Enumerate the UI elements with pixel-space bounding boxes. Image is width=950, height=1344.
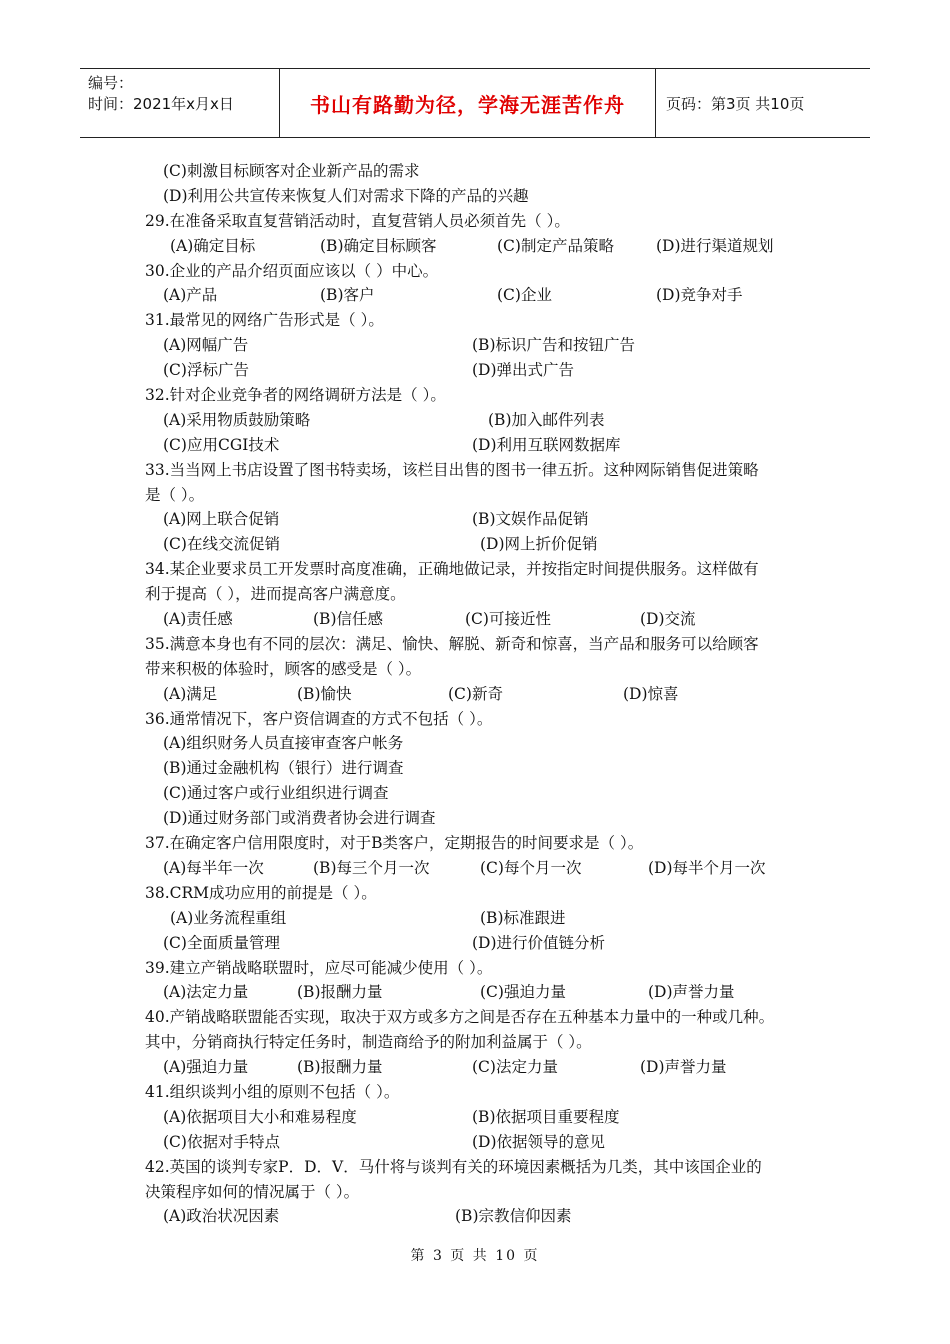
text-line: [0, 283, 950, 308]
answer-option: (C)企业: [497, 286, 552, 305]
question-body: [0, 159, 950, 1229]
answer-option: (C)全面质量管理: [163, 933, 280, 952]
question-text: (C)刺激目标顾客对企业新产品的需求: [163, 162, 420, 180]
text-line: [0, 532, 950, 557]
answer-option: (A)满足: [163, 684, 218, 703]
text-line: [0, 408, 950, 433]
text-line: [0, 1055, 950, 1080]
text-line: [0, 582, 950, 607]
answer-option: (D)进行价值链分析: [472, 933, 606, 952]
page-footer: 第 3 页 共 10 页: [410, 1248, 540, 1264]
question-text: 35.满意本身也有不同的层次：满足、愉快、解脱、新奇和惊喜，当产品和服务可以给顾客: [145, 634, 759, 653]
text-line: [0, 1204, 950, 1229]
answer-option: (C)浮标广告: [163, 361, 249, 380]
text-line: [0, 507, 950, 532]
document-date-label: 时间：2021年x月x日: [88, 95, 234, 113]
answer-option: (D)进行渠道规划: [656, 236, 774, 255]
question-text: 41.组织谈判小组的原则不包括（ ）。: [145, 1082, 400, 1101]
answer-option: (A)采用物质鼓励策略: [163, 410, 311, 429]
answer-option: (C)新奇: [448, 684, 503, 703]
text-line: [0, 259, 950, 284]
question-text: 其中，分销商执行特定任务时，制造商给予的附加利益属于（ ）。: [145, 1033, 592, 1052]
text-line: [0, 682, 950, 707]
question-text: (D)通过财务部门或消费者协会进行调查: [163, 809, 436, 828]
answer-option: (A)每半年一次: [163, 858, 264, 877]
text-line: [0, 931, 950, 956]
text-line: [0, 557, 950, 582]
question-text: 36.通常情况下，客户资信调查的方式不包括（ ）。: [145, 709, 493, 728]
text-line: [0, 209, 950, 234]
text-line: [0, 956, 950, 981]
question-text: 决策程序如何的情况属于（ ）。: [145, 1182, 360, 1201]
text-line: [0, 333, 950, 358]
text-line: [0, 632, 950, 657]
page-header: [80, 68, 870, 138]
answer-option: (B)加入邮件列表: [488, 410, 605, 429]
document-number-label: 编号：: [88, 74, 134, 92]
text-line: [0, 458, 950, 483]
text-line: [0, 1180, 950, 1205]
text-line: [0, 358, 950, 383]
question-text: 40.产销战略联盟能否实现，取决于双方或多方之间是否存在五种基本力量中的一种或几种。: [145, 1008, 775, 1027]
answer-option: (C)法定力量: [472, 1058, 558, 1077]
answer-option: (B)宗教信仰因素: [455, 1207, 572, 1226]
header-meta: [80, 69, 280, 137]
question-text: 38.CRM成功应用的前提是（ ）。: [145, 883, 377, 902]
answer-option: (D)声誉力量: [648, 983, 735, 1002]
answer-option: (D)声誉力量: [640, 1058, 727, 1077]
text-line: [0, 831, 950, 856]
answer-option: (A)网幅广告: [163, 336, 249, 355]
answer-option: (D)每半个月一次: [648, 858, 766, 877]
answer-option: (B)信任感: [313, 610, 383, 629]
answer-option: (B)报酬力量: [297, 1058, 383, 1077]
text-line: [0, 707, 950, 732]
answer-option: (B)确定目标顾客: [320, 236, 437, 255]
question-text: 42.英国的谈判专家P．D．V．马什将与谈判有关的环境因素概括为几类，其中该国企业的: [145, 1157, 762, 1176]
question-text: 利于提高（ ），进而提高客户满意度。: [145, 585, 406, 604]
answer-option: (D)竞争对手: [656, 286, 743, 305]
text-line: [0, 1155, 950, 1180]
answer-option: (D)弹出式广告: [472, 361, 575, 380]
text-line: [0, 781, 950, 806]
text-line: [0, 881, 950, 906]
text-line: [0, 806, 950, 831]
question-text: (D)利用公共宣传来恢复人们对需求下降的产品的兴趣: [163, 186, 529, 205]
answer-option: (B)依据项目重要程度: [472, 1107, 620, 1126]
answer-option: (B)标准跟进: [480, 908, 566, 927]
answer-option: (B)文娱作品促销: [472, 510, 589, 529]
question-text: (C)通过客户或行业组织进行调查: [163, 784, 389, 803]
text-line: [0, 1130, 950, 1155]
header-page-label: 页码：第3页 共10页: [666, 94, 805, 113]
text-line: [0, 980, 950, 1005]
question-text: 33.当当网上书店设置了图书特卖场，该栏目出售的图书一律五折。这种网际销售促进策略: [145, 460, 759, 479]
question-text: (B)通过金融机构（银行）进行调查: [163, 759, 404, 778]
answer-option: (A)确定目标: [170, 236, 256, 255]
answer-option: (B)愉快: [297, 684, 352, 703]
answer-option: (A)业务流程重组: [170, 908, 287, 927]
question-text: 32.针对企业竞争者的网络调研方法是（ ）。: [145, 386, 446, 405]
question-text: 30.企业的产品介绍页面应该以（ ）中心。: [145, 261, 439, 280]
question-text: 39.建立产销战略联盟时，应尽可能减少使用（ ）。: [145, 958, 493, 977]
header-motto: 书山有路勤为径，学海无涯苦作舟: [280, 69, 656, 137]
answer-option: (B)标识广告和按钮广告: [472, 336, 635, 355]
answer-option: (B)报酬力量: [297, 983, 383, 1002]
answer-option: (A)政治状况因素: [163, 1207, 280, 1226]
answer-option: (C)依据对手特点: [163, 1132, 280, 1151]
text-line: [0, 308, 950, 333]
question-text: (A)组织财务人员直接审查客户帐务: [163, 734, 404, 753]
answer-option: (D)依据领导的意见: [472, 1132, 606, 1151]
answer-option: (A)依据项目大小和难易程度: [163, 1107, 357, 1126]
answer-option: (C)在线交流促销: [163, 535, 280, 554]
question-text: 37.在确定客户信用限度时，对于B类客户，定期报告的时间要求是（ ）。: [145, 834, 644, 853]
answer-option: (C)制定产品策略: [497, 236, 614, 255]
text-line: [0, 607, 950, 632]
answer-option: (D)利用互联网数据库: [472, 435, 621, 454]
answer-option: (A)网上联合促销: [163, 510, 280, 529]
answer-option: (A)法定力量: [163, 983, 249, 1002]
question-text: 34.某企业要求员工开发票时高度准确，正确地做记录，并按指定时间提供服务。这样做有: [145, 560, 759, 579]
question-text: 29.在准备采取直复营销活动时，直复营销人员必须首先（ ）。: [145, 211, 570, 230]
answer-option: (C)可接近性: [465, 610, 551, 629]
text-line: [0, 856, 950, 881]
answer-option: (B)每三个月一次: [313, 858, 430, 877]
question-text: 是（ ）。: [145, 485, 205, 504]
text-line: [0, 1030, 950, 1055]
answer-option: (A)强迫力量: [163, 1058, 249, 1077]
answer-option: (C)每个月一次: [480, 858, 582, 877]
text-line: [0, 159, 950, 184]
text-line: [0, 1105, 950, 1130]
answer-option: (C)应用CGI技术: [163, 435, 280, 454]
answer-option: (D)交流: [640, 610, 696, 629]
text-line: [0, 184, 950, 209]
text-line: [0, 433, 950, 458]
answer-option: (C)强迫力量: [480, 983, 566, 1002]
text-line: [0, 383, 950, 408]
text-line: [0, 906, 950, 931]
answer-option: (A)责任感: [163, 610, 233, 629]
answer-option: (D)网上折价促销: [480, 535, 598, 554]
answer-option: (A)产品: [163, 286, 218, 305]
answer-option: (D)惊喜: [623, 684, 679, 703]
text-line: [0, 1080, 950, 1105]
answer-option: (B)客户: [320, 286, 375, 305]
text-line: [0, 234, 950, 259]
text-line: [0, 657, 950, 682]
question-text: 31.最常见的网络广告形式是（ ）。: [145, 311, 384, 330]
text-line: [0, 731, 950, 756]
text-line: [0, 483, 950, 508]
question-text: 带来积极的体验时，顾客的感受是（ ）。: [145, 659, 422, 678]
text-line: [0, 756, 950, 781]
text-line: [0, 1005, 950, 1030]
